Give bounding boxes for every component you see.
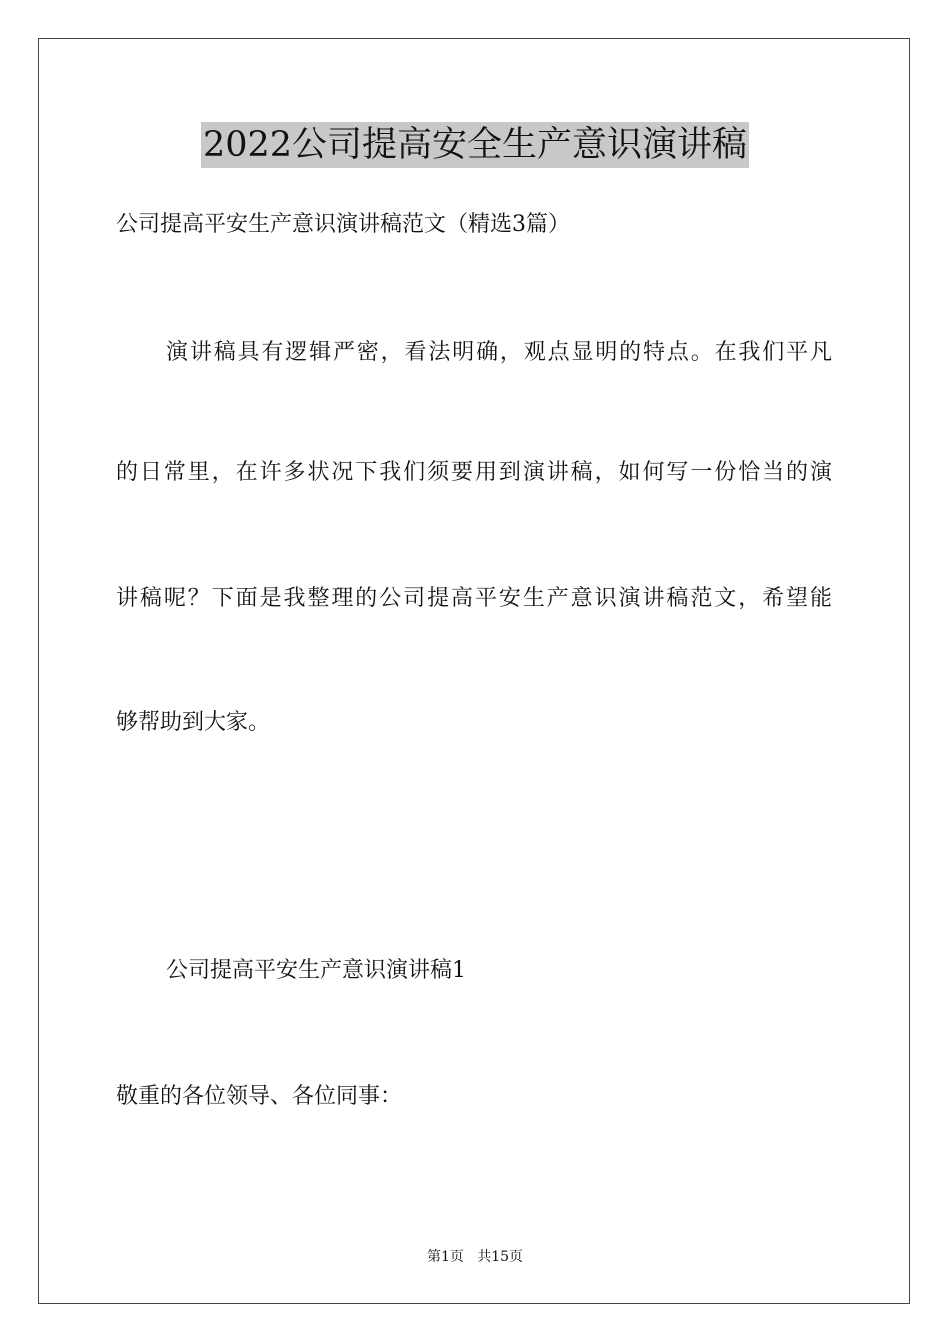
intro-line-1: 演讲稿具有逻辑严密，看法明确，观点显明的特点。在我们平凡: [166, 340, 832, 365]
intro-line-3: 讲稿呢？下面是我整理的公司提高平安生产意识演讲稿范文，希望能: [116, 586, 832, 611]
page-footer: 第1页 共15页: [426, 1249, 524, 1265]
intro-line-2: 的日常里，在许多状况下我们须要用到演讲稿，如何写一份恰当的演: [116, 460, 832, 485]
title-container: [0, 122, 950, 168]
document-subtitle: 公司提高平安生产意识演讲稿范文（精选3篇）: [116, 212, 570, 237]
document-title: 2022公司提高安全生产意识演讲稿: [201, 122, 749, 168]
salutation: 敬重的各位领导、各位同事：: [116, 1084, 403, 1109]
section-heading: 公司提高平安生产意识演讲稿1: [166, 958, 466, 983]
intro-line-4: 够帮助到大家。: [116, 710, 271, 735]
